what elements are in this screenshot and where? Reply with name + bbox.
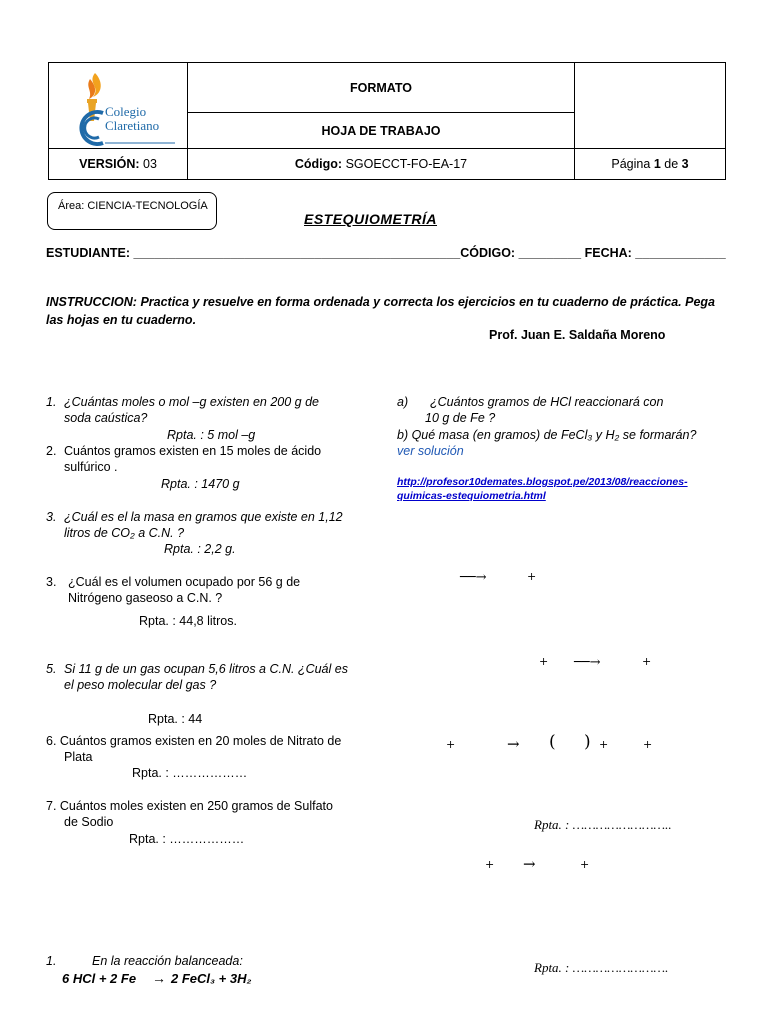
ra-line2: 10 g de Fe ? [425,411,496,425]
q8-num: 1. [46,954,57,968]
format-label: FORMATO [349,80,413,95]
q1-answer: Rpta. : 5 mol –g [167,428,256,442]
eq3-plus1: + [446,738,456,751]
q1-num: 1. [46,395,57,409]
eq4-plus1: + [485,858,495,871]
page-title: ESTEQUIOMETRÍA [304,211,438,227]
instruction: INSTRUCCION: Practica y resuelve en forma ordenada y correcta los ejercicios en tu cuaderno de práctica. Pega las hojas en tu cuaderno. [46,295,715,327]
eq3-arrow: → [507,735,520,753]
eq3-plus3: + [643,738,653,751]
blog-url[interactable]: http://profesor10demates.blogspot.pe/2013/08/reacciones-quimicas-estequiometria.html [397,476,688,502]
q1-line1: ¿Cuántas moles o mol –g existen en 200 g de [64,395,320,409]
q5-line1: Si 11 g de un gas ocupan 5,6 litros a C.N. ¿Cuál es [64,662,348,676]
q2-num: 2. [46,444,57,458]
eq2-arrow: ──→ [574,655,601,670]
eq4-plus2: + [580,858,590,871]
q6-line1: 6. Cuántos gramos existen en 20 moles de Nitrato de [46,734,342,748]
q5-num: 5. [46,662,57,676]
q3-answer: Rpta. : 2,2 g. [164,542,236,556]
q4-line2: Nitrógeno gaseoso a C.N. ? [68,591,223,605]
q3-num: 3. [46,510,57,524]
page-prefix: Página [611,157,651,171]
eq1-arrow: ──→ [460,570,487,585]
q4-num: 3. [46,575,57,589]
area-box: Área: CIENCIA-TECNOLOGÍA [47,192,217,230]
version-value: 03 [143,157,157,171]
q2-line1: Cuántos gramos existen en 15 moles de ácido [64,444,322,458]
eq3-plus2: + [599,738,609,751]
eq3-paren-close: ) [584,732,591,752]
q8-eq-right: 2 FeCl₃ + 3H₂ [171,971,252,986]
q6-answer: Rpta. : ……………… [132,766,248,780]
ra-line1: ¿Cuántos gramos de HCl reaccionará con [430,395,664,409]
q8-eq-left: 6 HCl + 2 Fe [62,971,137,986]
version-label: VERSIÓN: [79,157,140,171]
q5-answer: Rpta. : 44 [148,712,203,726]
logo-text [105,105,159,133]
q1-line2: soda caústica? [64,411,148,425]
q3-line2: litros de CO₂ a C.N. ? [64,526,185,540]
sheet-cell [188,113,575,149]
page-current: 1 [653,157,661,171]
eq1-plus: + [527,570,537,583]
rpta-line-2: Rpta. : ……………………. [534,960,669,975]
eq3-paren-open: ( [549,732,556,752]
logo-cell [49,63,188,149]
q3-line1: ¿Cuál es el la masa en gramos que existe en 1,12 [64,510,343,524]
sheet-label: HOJA DE TRABAJO [321,123,441,138]
eq2-plus2: + [642,655,652,668]
q7-answer: Rpta. : ……………… [129,832,245,846]
q8-line1: En la reacción balanceada: [92,954,243,968]
format-cell [188,63,575,113]
ra-label: a) [397,395,409,409]
q5-line2: el peso molecular del gas ? [64,678,217,692]
q4-answer: Rpta. : 44,8 litros. [139,614,237,628]
header-table [48,62,726,180]
rb-text: b) Qué masa (en gramos) de FeCl₃ y H₂ se formarán? [397,428,697,442]
code-label: Código: [294,157,343,171]
professor: Prof. Juan E. Saldaña Moreno [489,328,666,342]
page-total: 3 [681,157,689,171]
rpta-line-1: Rpta. : …………………….. [534,817,672,832]
q4-line1: ¿Cuál es el volumen ocupado por 56 g de [68,575,301,589]
q2-answer: Rpta. : 1470 g [161,477,240,491]
code-value: SGOECCT-FO-EA-17 [345,157,468,171]
eq4-arrow: → [523,855,536,873]
q2-line2: sulfúrico . [64,460,118,474]
solution-link[interactable]: ver solución [397,444,464,458]
version-cell [49,149,188,180]
page-of: de [664,157,679,171]
student-line: ESTUDIANTE: _______________________________________________CÓDIGO: _________ FECHA: _____________ [46,246,726,260]
eq2-plus1: + [539,655,549,668]
empty-cell [575,63,726,149]
q7-line2: de Sodio [64,815,114,829]
page-cell [575,149,726,180]
q6-line2: Plata [64,750,93,764]
logo-name-2: Claretiano [105,118,160,133]
q7-line1: 7. Cuántos moles existen en 250 gramos de Sulfato [46,799,333,813]
q8-arrow: → [152,970,166,986]
code-cell [188,149,575,180]
logo-name: Colegio [105,104,147,119]
